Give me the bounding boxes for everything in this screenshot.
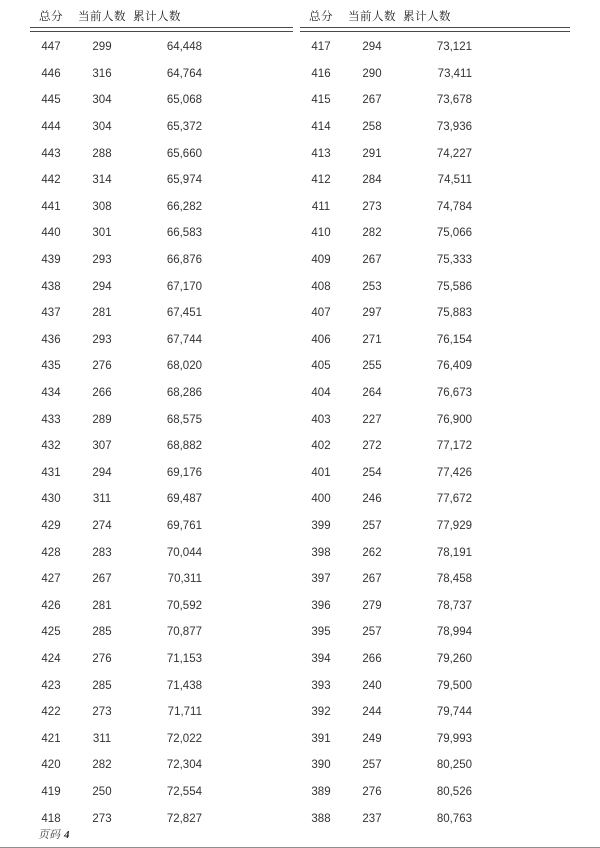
cell-cumulative: 78,737 [436,599,472,612]
cell-current: 257 [362,519,382,532]
cell-cumulative: 75,333 [436,254,472,267]
table-row [30,327,293,354]
header-cell-cumulative-count: 累计人数 [133,11,181,23]
cell-score: 420 [41,759,61,772]
cell-cumulative: 78,458 [436,573,472,586]
cell-current: 284 [362,174,382,187]
cell-score: 391 [311,732,331,745]
cell-cumulative: 71,711 [167,706,202,719]
cell-cumulative: 68,286 [166,387,202,400]
cell-score: 432 [41,440,61,453]
cell-score: 407 [311,307,331,320]
cell-score: 423 [41,679,61,692]
cell-cumulative: 72,304 [166,759,202,772]
cell-cumulative: 73,936 [436,121,472,134]
cell-current: 291 [362,147,382,160]
table-row [300,247,570,274]
cell-current: 283 [92,546,112,559]
cell-cumulative: 68,020 [166,360,202,373]
cell-score: 426 [41,599,61,612]
table-row [30,513,293,540]
cell-score: 394 [311,652,331,665]
header-cell-current-count: 当前人数 [348,11,396,23]
cell-score: 402 [311,440,331,453]
table-row [300,672,570,699]
cell-cumulative: 64,764 [166,67,202,80]
cell-cumulative: 65,974 [166,174,202,187]
cell-current: 314 [92,174,112,187]
table-row [300,87,570,114]
cell-current: 301 [92,227,112,240]
cell-cumulative: 70,877 [166,626,202,639]
table-row [30,300,293,327]
cell-current: 285 [92,679,112,692]
cell-cumulative: 80,763 [436,812,472,825]
cell-score: 392 [311,706,331,719]
cell-cumulative: 74,784 [436,200,472,213]
cell-score: 396 [311,599,331,612]
cell-score: 429 [41,519,61,532]
cell-cumulative: 77,426 [436,466,472,479]
cell-cumulative: 79,260 [436,652,472,665]
cell-current: 240 [362,679,382,692]
table-row [300,539,570,566]
cell-current: 307 [92,440,112,453]
table-row [30,539,293,566]
table-row [300,300,570,327]
cell-current: 267 [362,94,382,107]
cell-current: 299 [92,41,112,54]
table-row [30,114,293,141]
cell-score: 403 [311,413,331,426]
cell-cumulative: 68,575 [166,413,202,426]
cell-current: 293 [92,254,112,267]
cell-cumulative: 72,554 [166,785,202,798]
cell-score: 422 [41,706,61,719]
cell-score: 400 [311,493,331,506]
cell-score: 439 [41,254,61,267]
cell-score: 395 [311,626,331,639]
cell-cumulative: 77,672 [436,493,472,506]
table-row [300,327,570,354]
cell-current: 308 [92,200,112,213]
cell-score: 388 [311,812,331,825]
cell-score: 436 [41,333,61,346]
cell-current: 250 [92,785,112,798]
table-row [300,646,570,673]
cell-score: 443 [41,147,61,160]
cell-current: 304 [92,94,112,107]
cell-current: 290 [362,67,382,80]
cell-score: 447 [41,41,61,54]
cell-current: 253 [362,280,382,293]
footer-page-number: 4 [64,829,70,841]
table-row [30,220,293,247]
cell-cumulative: 65,372 [166,121,202,134]
cell-score: 406 [311,333,331,346]
cell-score: 441 [41,200,61,213]
cell-score: 410 [311,227,331,240]
table-row [300,699,570,726]
cell-score: 409 [311,254,331,267]
cell-score: 421 [41,732,61,745]
cell-score: 390 [311,759,331,772]
cell-score: 427 [41,573,61,586]
cell-cumulative: 71,153 [166,652,202,665]
cell-current: 311 [92,493,112,506]
table-row [300,140,570,167]
cell-cumulative: 75,066 [436,227,472,240]
cell-score: 440 [41,227,61,240]
cell-current: 293 [92,333,112,346]
cell-cumulative: 64,448 [166,41,202,54]
table-row [300,486,570,513]
table-row [30,61,293,88]
cell-current: 266 [362,652,382,665]
cell-cumulative: 72,827 [166,812,202,825]
table-row [300,619,570,646]
table-row [300,805,570,832]
cell-cumulative: 72,022 [166,732,202,745]
cell-cumulative: 70,311 [167,573,202,586]
cell-cumulative: 66,583 [166,227,202,240]
cell-score: 446 [41,67,61,80]
cell-cumulative: 67,170 [166,280,202,293]
header-cell-current-count: 当前人数 [78,11,126,23]
cell-cumulative: 66,876 [166,254,202,267]
table-row [300,353,570,380]
cell-current: 244 [362,706,382,719]
table-row [30,34,293,61]
cell-score: 430 [41,493,61,506]
cell-score: 435 [41,360,61,373]
cell-current: 254 [362,466,382,479]
cell-cumulative: 80,250 [436,759,472,772]
table-row [300,460,570,487]
cell-score: 389 [311,785,331,798]
table-row [30,167,293,194]
cell-cumulative: 67,451 [166,307,202,320]
table-row [300,380,570,407]
cell-cumulative: 66,282 [166,200,202,213]
cell-cumulative: 80,526 [436,785,472,798]
table-body [300,34,570,832]
table-row [300,779,570,806]
cell-score: 393 [311,679,331,692]
cell-current: 266 [92,387,112,400]
table-row [300,220,570,247]
cell-current: 294 [92,466,112,479]
cell-current: 276 [92,360,112,373]
cell-current: 258 [362,121,382,134]
cell-cumulative: 74,227 [436,147,472,160]
table-row [30,140,293,167]
cell-cumulative: 75,586 [436,280,472,293]
cell-score: 397 [311,573,331,586]
table-row [30,699,293,726]
cell-current: 279 [362,599,382,612]
cell-current: 285 [92,626,112,639]
cell-current: 273 [92,812,112,825]
cell-current: 262 [362,546,382,559]
cell-score: 415 [311,94,331,107]
cell-cumulative: 76,900 [436,413,472,426]
cell-score: 437 [41,307,61,320]
cell-cumulative: 79,744 [436,706,472,719]
table-row [300,167,570,194]
cell-current: 276 [362,785,382,798]
cell-score: 445 [41,94,61,107]
cell-score: 425 [41,626,61,639]
cell-cumulative: 71,438 [166,679,202,692]
cell-cumulative: 79,993 [436,732,472,745]
page-footer [38,826,70,842]
cell-score: 431 [41,466,61,479]
table-row [300,114,570,141]
table-row [300,513,570,540]
cell-score: 413 [311,147,331,160]
table-row [30,247,293,274]
cell-current: 264 [362,387,382,400]
table-row [30,273,293,300]
cell-current: 249 [362,732,382,745]
table-row [300,34,570,61]
cell-current: 271 [362,333,382,346]
cell-score: 401 [311,466,331,479]
table-row [30,646,293,673]
cell-current: 272 [362,440,382,453]
table-row [300,194,570,221]
cell-current: 311 [92,732,112,745]
table-row [30,752,293,779]
cell-current: 237 [362,812,382,825]
cell-cumulative: 70,592 [166,599,202,612]
cell-current: 246 [362,493,382,506]
table-row [30,460,293,487]
cell-current: 294 [362,41,382,54]
cell-current: 257 [362,759,382,772]
cell-score: 433 [41,413,61,426]
header-divider [30,27,293,32]
cell-cumulative: 77,929 [436,519,472,532]
cell-current: 289 [92,413,112,426]
cell-current: 288 [92,147,112,160]
cell-current: 316 [92,67,112,80]
cell-score: 417 [311,41,331,54]
cell-cumulative: 78,191 [436,546,472,559]
table-row [300,725,570,752]
header-cell-score: 总分 [39,11,63,23]
cell-cumulative: 67,744 [166,333,202,346]
table-row [300,433,570,460]
cell-score: 442 [41,174,61,187]
cell-score: 405 [311,360,331,373]
table-body [30,34,293,832]
cell-cumulative: 73,678 [436,94,472,107]
table-row [30,194,293,221]
table-row [30,486,293,513]
cell-score: 419 [41,785,61,798]
table-row [30,672,293,699]
cell-current: 267 [362,573,382,586]
header-cell-score: 总分 [309,11,333,23]
cell-current: 276 [92,652,112,665]
cell-score: 399 [311,519,331,532]
footer-label: 页码 [38,829,60,841]
table-row [30,380,293,407]
table-row [300,61,570,88]
cell-current: 304 [92,121,112,134]
table-row [300,566,570,593]
cell-score: 434 [41,387,61,400]
cell-cumulative: 69,176 [166,466,202,479]
cell-current: 282 [362,227,382,240]
cell-cumulative: 73,121 [436,41,472,54]
cell-score: 408 [311,280,331,293]
cell-score: 418 [41,812,61,825]
header-divider [300,27,570,32]
cell-score: 412 [311,174,331,187]
table-row [30,619,293,646]
cell-current: 227 [362,413,382,426]
score-table-right [300,8,570,832]
cell-score: 424 [41,652,61,665]
cell-cumulative: 78,994 [436,626,472,639]
cell-current: 294 [92,280,112,293]
cell-current: 255 [362,360,382,373]
cell-cumulative: 75,883 [436,307,472,320]
cell-current: 267 [92,573,112,586]
table-row [30,406,293,433]
table-row [300,406,570,433]
cell-current: 281 [92,599,112,612]
cell-current: 281 [92,307,112,320]
score-table-left [30,8,293,832]
table-header-row [300,8,570,24]
cell-cumulative: 70,044 [166,546,202,559]
table-row [30,725,293,752]
table-row [30,592,293,619]
cell-cumulative: 69,487 [166,493,202,506]
table-row [30,87,293,114]
table-row [30,779,293,806]
cell-cumulative: 65,068 [166,94,202,107]
cell-current: 257 [362,626,382,639]
cell-score: 414 [311,121,331,134]
cell-cumulative: 76,154 [436,333,472,346]
table-row [30,433,293,460]
cell-cumulative: 73,411 [437,67,472,80]
cell-score: 438 [41,280,61,293]
cell-score: 444 [41,121,61,134]
table-row [30,566,293,593]
cell-cumulative: 69,761 [166,519,202,532]
cell-cumulative: 77,172 [436,440,472,453]
table-row [30,353,293,380]
cell-cumulative: 74,511 [437,174,472,187]
cell-current: 297 [362,307,382,320]
cell-cumulative: 79,500 [436,679,472,692]
cell-score: 411 [311,200,331,213]
cell-score: 428 [41,546,61,559]
cell-current: 282 [92,759,112,772]
cell-cumulative: 76,673 [436,387,472,400]
cell-cumulative: 68,882 [166,440,202,453]
table-row [300,752,570,779]
table-row [300,592,570,619]
cell-score: 404 [311,387,331,400]
cell-current: 273 [92,706,112,719]
cell-current: 267 [362,254,382,267]
cell-score: 416 [311,67,331,80]
cell-cumulative: 65,660 [166,147,202,160]
header-cell-cumulative-count: 累计人数 [403,11,451,23]
table-header-row [30,8,293,24]
cell-cumulative: 76,409 [436,360,472,373]
table-row [300,273,570,300]
cell-score: 398 [311,546,331,559]
cell-current: 273 [362,200,382,213]
cell-current: 274 [92,519,112,532]
